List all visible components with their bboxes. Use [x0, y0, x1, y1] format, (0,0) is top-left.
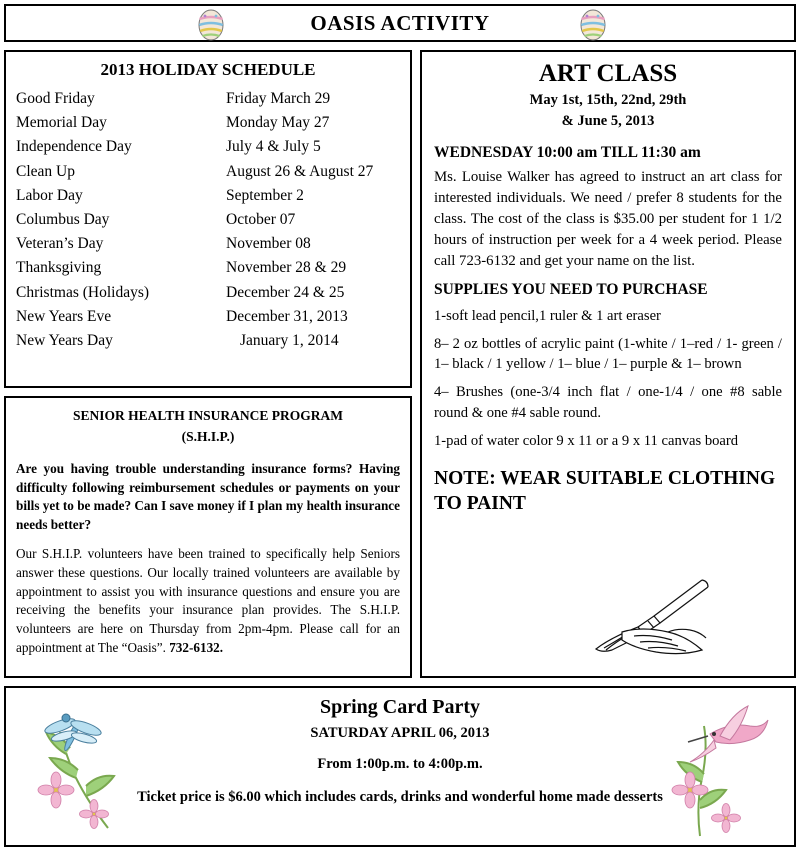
page-title: OASIS ACTIVITY: [310, 10, 490, 35]
ship-title-line2: (S.H.I.P.): [181, 428, 235, 444]
art-supply-item: 4– Brushes (one-3/4 inch flat / one-1/4 / one #8 sable round & one #4 sable round.: [434, 384, 782, 421]
ship-phone: 732-6132.: [169, 640, 224, 656]
easter-egg-icon: [578, 6, 608, 44]
holiday-name: Columbus Day: [16, 211, 110, 229]
holiday-name: Thanksgiving: [16, 259, 102, 277]
art-class-title: ART CLASS: [538, 60, 678, 87]
holiday-date: January 1, 2014: [240, 331, 339, 349]
holiday-date: December 24 & 25: [226, 283, 345, 301]
holiday-name: New Years Eve: [16, 307, 112, 325]
spring-party-title: Spring Card Party: [320, 696, 480, 718]
holiday-schedule-table: [16, 87, 400, 353]
table-row: [16, 256, 400, 280]
holiday-schedule-title: 2013 HOLIDAY SCHEDULE: [100, 60, 316, 79]
holiday-name: Veteran’s Day: [16, 235, 104, 253]
art-supply-item: 1-soft lead pencil,1 ruler & 1 art eraser: [434, 308, 661, 325]
ship-title-line1: SENIOR HEALTH INSURANCE PROGRAM: [73, 408, 343, 423]
holiday-date: July 4 & July 5: [226, 138, 321, 156]
table-row: [16, 184, 400, 208]
art-class-panel: [420, 50, 796, 678]
easter-egg-icon: [196, 6, 226, 44]
table-row: [16, 305, 400, 329]
table-row: [16, 160, 400, 184]
holiday-name: Christmas (Holidays): [16, 283, 150, 301]
art-class-dates-line1: May 1st, 15th, 22nd, 29th: [529, 92, 687, 108]
table-row: [16, 329, 400, 353]
holiday-name: Clean Up: [16, 162, 75, 180]
art-supplies-heading: SUPPLIES YOU NEED TO PURCHASE: [434, 281, 708, 299]
holiday-date: Monday May 27: [226, 114, 330, 132]
holiday-name: Memorial Day: [16, 114, 107, 132]
ship-questions: Are you having trouble understanding insurance forms? Having difficulty following reimbursement schedules or payments on your bills yet to be made? Can I save money if I plan my health insurance needs better?: [16, 460, 400, 533]
art-class-dates-line2: & June 5, 2013: [561, 113, 655, 130]
spring-party-date: SATURDAY APRIL 06, 2013: [310, 725, 490, 741]
table-row: [16, 87, 400, 111]
holiday-schedule-panel: [4, 50, 412, 388]
spring-card-party-panel: [4, 686, 796, 847]
table-row: [16, 111, 400, 135]
ship-panel: [4, 396, 412, 678]
ship-body-text: Our S.H.I.P. volunteers have been trained to specifically help Seniors answer these questions. Our locally trained volunteers are available by appointment to assist you with insurance questions and ensure you are receiving the benefits your insurance plan provides. The S.H.I.P. volunteers are here on Thursday from 2pm-4pm. Please call for an appointment at The “Oasis”.: [16, 545, 400, 656]
art-class-note: NOTE: WEAR SUITABLE CLOTHING TO PAINT: [434, 468, 776, 515]
holiday-date: November 28 & 29: [226, 259, 347, 277]
holiday-date: August 26 & August 27: [226, 162, 374, 180]
holiday-name: Independence Day: [16, 138, 132, 156]
paint-brush-icon: [582, 572, 772, 662]
holiday-date: September 2: [226, 186, 304, 204]
holiday-name: New Years Day: [16, 331, 113, 349]
art-supply-item: 8– 2 oz bottles of acrylic paint (1-white / 1–red / 1- green / 1– black / 1 yellow / 1– blue / 1– purple & 1– brown: [434, 335, 782, 373]
holiday-date: October 07: [226, 211, 296, 229]
table-row: [16, 281, 400, 305]
art-supply-item: 1-pad of water color 9 x 11 or a 9 x 11 canvas board: [434, 432, 739, 449]
spring-party-time: From 1:00p.m. to 4:00p.m.: [317, 756, 483, 772]
holiday-date: December 31, 2013: [226, 307, 348, 325]
spring-party-price: Ticket price is $6.00 which includes cards, drinks and wonderful home made desserts: [137, 789, 663, 805]
holiday-date: November 08: [226, 235, 311, 253]
holiday-date: Friday March 29: [226, 90, 331, 108]
art-class-description: Ms. Louise Walker has agreed to instruct an art class for interested individuals. We need / prefer 8 students for the class. The cost of the class is $35.00 per student for 1 1/2 hours of instruction per week for a 4 week period. Please call 723-6132 and get your name on the list.: [434, 169, 782, 270]
table-row: [16, 232, 400, 256]
table-row: [16, 208, 400, 232]
holiday-name: Labor Day: [16, 186, 83, 204]
art-class-schedule: WEDNESDAY 10:00 am TILL 11:30 am: [434, 144, 701, 162]
page-header: [4, 4, 796, 42]
ship-body: [16, 545, 400, 658]
holiday-name: Good Friday: [16, 90, 95, 108]
table-row: [16, 135, 400, 159]
